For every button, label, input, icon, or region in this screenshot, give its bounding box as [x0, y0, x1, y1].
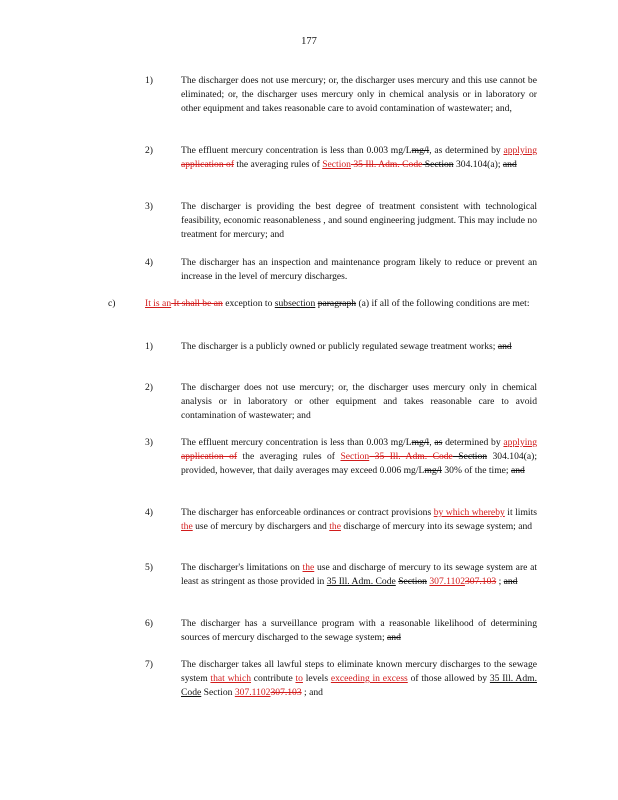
deleted-text: It shall be an	[171, 298, 223, 309]
deleted-text: Section	[422, 159, 454, 170]
item-text	[181, 256, 537, 284]
item-text	[181, 506, 537, 534]
item-text	[181, 561, 537, 589]
inserted-text: by which whereby	[433, 507, 505, 518]
c-item-7	[145, 658, 537, 700]
inserted-text: Section	[322, 159, 351, 170]
deleted-text: and	[510, 465, 525, 476]
text-run: use of mercury by dischargers and	[192, 521, 330, 532]
text-run: Section	[201, 687, 235, 698]
text-run: discharge of mercury into its sewage system; and	[340, 521, 533, 532]
text-run: The discharger has a surveillance program with a reasonable likelihood of determining sources of mercury discharged to the sewage system;	[181, 618, 537, 643]
deleted-text: 307.103	[270, 687, 302, 698]
item-number: 1)	[145, 341, 153, 352]
deleted-text: 35 Ill. Adm. Code	[350, 159, 423, 170]
text-run: levels	[302, 673, 331, 684]
text-run: of those allowed by	[407, 673, 490, 684]
item-number: 4)	[145, 507, 153, 518]
text-run: ;	[496, 576, 504, 587]
text-run: ,	[429, 437, 435, 448]
text-run: use and discharge of mercury to its sewage system are at least as stringent as those provided in	[181, 562, 538, 587]
deleted-text: Section	[398, 576, 427, 587]
inserted-text: applying	[503, 145, 538, 156]
deleted-text: Section	[452, 451, 488, 462]
inserted-text: 307.1102	[429, 576, 465, 587]
text-run: 304.104(a); provided, however, that daily averages may exceed 0.006 mg/L	[181, 451, 537, 476]
underlined-text: subsection	[274, 298, 316, 309]
text-run: The discharger does not use mercury; or, the discharger uses mercury only in chemical analysis or in laboratory or other equipment and takes reasonable care to avoid contamination of wastewater; and	[181, 382, 537, 421]
text-run: it limits	[504, 507, 537, 518]
item-number: 2)	[145, 382, 153, 393]
item-text	[181, 617, 537, 645]
inserted-text: Section	[340, 451, 370, 462]
item-text	[181, 436, 537, 478]
text-run: The discharger has an inspection and maintenance program likely to reduce or prevent an increase in the level of mercury discharges.	[181, 257, 537, 282]
text-run: contribute	[251, 673, 296, 684]
section-c-intro	[145, 297, 537, 311]
c-item-5	[145, 561, 537, 589]
text-run: determined by	[442, 437, 504, 448]
inserted-text: 307.1102	[234, 687, 271, 698]
c-item-6	[145, 617, 537, 645]
text-run: (a) if all of the following conditions are met:	[356, 298, 530, 309]
item-number: 3)	[145, 201, 153, 212]
inserted-text: the	[302, 562, 315, 573]
text-run: The discharger's limitations on	[181, 562, 303, 573]
inserted-text: to	[295, 673, 303, 684]
deleted-text: mg/l	[424, 465, 442, 476]
c-item-2	[145, 381, 537, 423]
c-item-4	[145, 506, 537, 534]
deleted-text: and	[502, 159, 517, 170]
inserted-text: It is an	[145, 298, 172, 309]
item-text	[181, 658, 537, 700]
inserted-text: exceeding in excess	[330, 673, 408, 684]
text-run: The effluent mercury concentration is less than 0.003 mg/L	[181, 437, 412, 448]
b-item-2	[145, 144, 537, 172]
text-run: the averaging rules of	[234, 159, 323, 170]
item-text	[181, 144, 537, 172]
b-item-4	[145, 256, 537, 284]
item-number: 6)	[145, 618, 153, 629]
b-item-1	[145, 74, 537, 116]
deleted-text: mg/l	[411, 437, 430, 448]
text-run: The discharger is providing the best degree of treatment consistent with technological feasibility, economic reasonableness , and sound engineering judgment. This may include no treatment for mercury; and	[181, 201, 537, 240]
text-run: 30% of the time;	[441, 465, 511, 476]
inserted-text: that which	[210, 673, 252, 684]
text-run: , as determined by	[429, 145, 504, 156]
deleted-text: 307.103	[465, 576, 497, 587]
deleted-text: 35 Ill. Adm. Code	[369, 451, 453, 462]
underlined-text: 35 Ill. Adm. Code	[326, 576, 396, 587]
item-number: 2)	[145, 145, 153, 156]
deleted-text: and	[387, 632, 401, 643]
item-number: 4)	[145, 257, 153, 268]
deleted-text: and	[497, 341, 512, 352]
item-number: 7)	[145, 659, 153, 670]
text-run: The effluent mercury concentration is less than 0.003 mg/L	[181, 145, 412, 156]
text-run: 304.104(a);	[453, 159, 503, 170]
item-text	[181, 200, 537, 242]
text-run: ; and	[301, 687, 323, 698]
text-run: exception to	[222, 298, 275, 309]
item-number: 5)	[145, 562, 153, 573]
page-number: 177	[301, 36, 317, 47]
inserted-text: the	[181, 521, 193, 532]
c-item-3	[145, 436, 537, 478]
text-run: The discharger is a publicly owned or publicly regulated sewage treatment works;	[181, 341, 498, 352]
inserted-text: the	[329, 521, 341, 532]
deleted-text: mg/l	[411, 145, 430, 156]
item-text	[181, 340, 537, 354]
deleted-text: application of	[181, 159, 235, 170]
deleted-text: paragraph	[317, 298, 357, 309]
item-number: 1)	[145, 75, 153, 86]
deleted-text: and	[503, 576, 518, 587]
deleted-text: as	[434, 437, 443, 448]
text-run: The discharger does not use mercury; or, the discharger uses mercury and this use cannot be eliminated; or, the discharger uses mercury only in chemical analysis or in laboratory or other equipment and takes reasonable care to avoid contamination of wastewater; and,	[181, 75, 537, 114]
deleted-text: application of	[181, 451, 238, 462]
item-number: 3)	[145, 437, 153, 448]
inserted-text: applying	[503, 437, 537, 448]
text-run: the averaging rules of	[237, 451, 341, 462]
text-run: The discharger takes all lawful steps to eliminate known mercury discharges to the sewage system	[181, 659, 537, 684]
text-run: The discharger has enforceable ordinances or contract provisions	[181, 507, 434, 518]
section-c-label: c)	[108, 298, 116, 309]
item-text	[181, 381, 537, 423]
underlined-text: 35 Ill. Adm. Code	[181, 673, 537, 698]
item-text	[181, 74, 537, 116]
b-item-3	[145, 200, 537, 242]
c-item-1	[145, 340, 537, 354]
